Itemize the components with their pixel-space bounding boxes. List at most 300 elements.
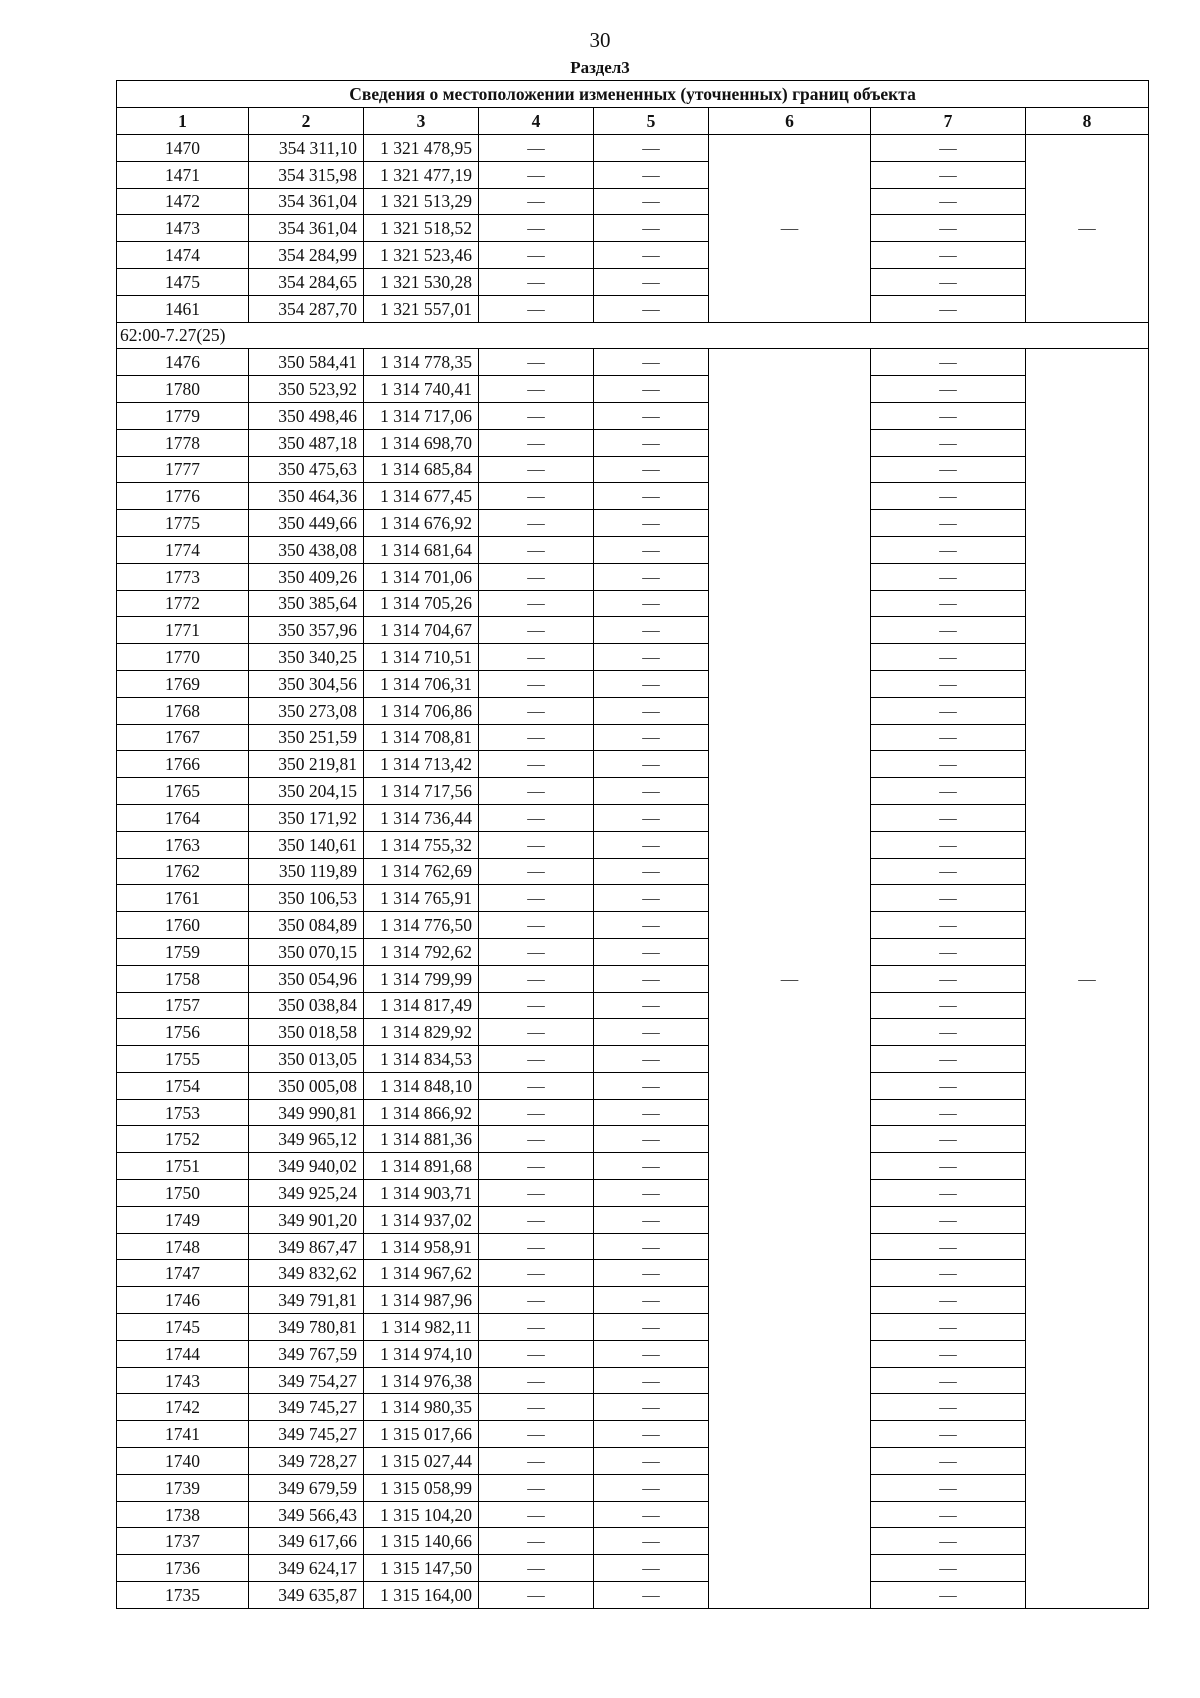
coordinate-y: 1 314 740,41 bbox=[364, 376, 479, 403]
col5-dash: — bbox=[594, 1180, 709, 1207]
col7-dash: — bbox=[871, 751, 1026, 778]
point-number: 1762 bbox=[117, 858, 249, 885]
col5-dash: — bbox=[594, 563, 709, 590]
col5-dash: — bbox=[594, 376, 709, 403]
point-number: 1735 bbox=[117, 1582, 249, 1609]
coordinate-x: 350 005,08 bbox=[249, 1072, 364, 1099]
table-row bbox=[117, 536, 1149, 563]
table-row bbox=[117, 778, 1149, 805]
coordinate-y: 1 314 792,62 bbox=[364, 938, 479, 965]
col5-dash: — bbox=[594, 295, 709, 322]
point-number: 1754 bbox=[117, 1072, 249, 1099]
point-number: 1761 bbox=[117, 885, 249, 912]
table-row bbox=[117, 1394, 1149, 1421]
col5-dash: — bbox=[594, 456, 709, 483]
col4-dash: — bbox=[479, 938, 594, 965]
table-row bbox=[117, 456, 1149, 483]
coordinate-x: 350 498,46 bbox=[249, 402, 364, 429]
point-number: 1742 bbox=[117, 1394, 249, 1421]
coordinate-x: 350 385,64 bbox=[249, 590, 364, 617]
col4-dash: — bbox=[479, 1153, 594, 1180]
col7-dash: — bbox=[871, 992, 1026, 1019]
point-number: 1759 bbox=[117, 938, 249, 965]
col4-dash: — bbox=[479, 912, 594, 939]
col7-dash: — bbox=[871, 376, 1026, 403]
coordinate-x: 350 140,61 bbox=[249, 831, 364, 858]
coordinate-y: 1 314 677,45 bbox=[364, 483, 479, 510]
point-number: 1773 bbox=[117, 563, 249, 590]
col4-dash: — bbox=[479, 295, 594, 322]
coordinate-x: 349 925,24 bbox=[249, 1180, 364, 1207]
col5-dash: — bbox=[594, 804, 709, 831]
point-number: 1743 bbox=[117, 1367, 249, 1394]
col5-dash: — bbox=[594, 1582, 709, 1609]
col4-dash: — bbox=[479, 992, 594, 1019]
coordinate-y: 1 314 834,53 bbox=[364, 1046, 479, 1073]
table-row bbox=[117, 483, 1149, 510]
col4-dash: — bbox=[479, 215, 594, 242]
col6-merged-dash: — bbox=[709, 135, 871, 323]
col4-dash: — bbox=[479, 349, 594, 376]
col5-dash: — bbox=[594, 590, 709, 617]
table-row bbox=[117, 1367, 1149, 1394]
point-number: 1747 bbox=[117, 1260, 249, 1287]
col4-dash: — bbox=[479, 617, 594, 644]
col7-dash: — bbox=[871, 617, 1026, 644]
col4-dash: — bbox=[479, 778, 594, 805]
col5-dash: — bbox=[594, 992, 709, 1019]
point-number: 1760 bbox=[117, 912, 249, 939]
coordinate-x: 349 940,02 bbox=[249, 1153, 364, 1180]
col5-dash: — bbox=[594, 188, 709, 215]
col5-dash: — bbox=[594, 965, 709, 992]
coordinate-y: 1 314 799,99 bbox=[364, 965, 479, 992]
table-row bbox=[117, 590, 1149, 617]
coordinate-x: 349 780,81 bbox=[249, 1314, 364, 1341]
coordinate-x: 350 449,66 bbox=[249, 510, 364, 537]
coordinate-x: 350 357,96 bbox=[249, 617, 364, 644]
table-row bbox=[117, 697, 1149, 724]
coordinate-y: 1 314 705,26 bbox=[364, 590, 479, 617]
point-number: 1748 bbox=[117, 1233, 249, 1260]
table-body bbox=[117, 81, 1149, 1609]
col7-dash: — bbox=[871, 1287, 1026, 1314]
col4-dash: — bbox=[479, 858, 594, 885]
col7-dash: — bbox=[871, 1233, 1026, 1260]
col7-dash: — bbox=[871, 215, 1026, 242]
coordinate-x: 349 745,27 bbox=[249, 1421, 364, 1448]
coordinate-x: 349 745,27 bbox=[249, 1394, 364, 1421]
col4-dash: — bbox=[479, 1260, 594, 1287]
table-row bbox=[117, 1287, 1149, 1314]
table-row bbox=[117, 510, 1149, 537]
point-number: 1476 bbox=[117, 349, 249, 376]
section-title: Раздел3 bbox=[570, 58, 630, 77]
col7-dash: — bbox=[871, 349, 1026, 376]
coordinate-y: 1 314 706,31 bbox=[364, 670, 479, 697]
table-row bbox=[117, 161, 1149, 188]
col4-dash: — bbox=[479, 1099, 594, 1126]
col4-dash: — bbox=[479, 402, 594, 429]
col7-dash: — bbox=[871, 590, 1026, 617]
col7-dash: — bbox=[871, 724, 1026, 751]
coordinate-y: 1 321 513,29 bbox=[364, 188, 479, 215]
point-number: 1470 bbox=[117, 135, 249, 162]
coordinate-x: 350 013,05 bbox=[249, 1046, 364, 1073]
col7-dash: — bbox=[871, 938, 1026, 965]
table-row bbox=[117, 268, 1149, 295]
col7-dash: — bbox=[871, 1099, 1026, 1126]
point-number: 1768 bbox=[117, 697, 249, 724]
table-row bbox=[117, 349, 1149, 376]
col4-dash: — bbox=[479, 1555, 594, 1582]
table-row bbox=[117, 912, 1149, 939]
coordinate-y: 1 314 848,10 bbox=[364, 1072, 479, 1099]
coordinate-y: 1 314 974,10 bbox=[364, 1340, 479, 1367]
col4-dash: — bbox=[479, 1474, 594, 1501]
col7-dash: — bbox=[871, 885, 1026, 912]
coordinate-x: 350 018,58 bbox=[249, 1019, 364, 1046]
coordinate-x: 350 409,26 bbox=[249, 563, 364, 590]
point-number: 1765 bbox=[117, 778, 249, 805]
table-row bbox=[117, 376, 1149, 403]
coordinate-x: 354 315,98 bbox=[249, 161, 364, 188]
point-number: 1471 bbox=[117, 161, 249, 188]
coordinate-x: 354 287,70 bbox=[249, 295, 364, 322]
col5-dash: — bbox=[594, 1206, 709, 1233]
point-number: 1472 bbox=[117, 188, 249, 215]
col5-dash: — bbox=[594, 161, 709, 188]
point-number: 1740 bbox=[117, 1448, 249, 1475]
point-number: 1749 bbox=[117, 1206, 249, 1233]
col7-dash: — bbox=[871, 1474, 1026, 1501]
table-row bbox=[117, 1099, 1149, 1126]
col4-dash: — bbox=[479, 1501, 594, 1528]
point-number: 1751 bbox=[117, 1153, 249, 1180]
point-number: 1475 bbox=[117, 268, 249, 295]
col4-dash: — bbox=[479, 1421, 594, 1448]
coordinate-x: 350 219,81 bbox=[249, 751, 364, 778]
col5-dash: — bbox=[594, 1153, 709, 1180]
coordinate-x: 350 584,41 bbox=[249, 349, 364, 376]
table-row bbox=[117, 242, 1149, 269]
col5-dash: — bbox=[594, 778, 709, 805]
coordinate-y: 1 314 681,64 bbox=[364, 536, 479, 563]
coordinate-y: 1 315 140,66 bbox=[364, 1528, 479, 1555]
col5-dash: — bbox=[594, 1099, 709, 1126]
col4-dash: — bbox=[479, 1528, 594, 1555]
table-row bbox=[117, 938, 1149, 965]
table-row bbox=[117, 670, 1149, 697]
col7-dash: — bbox=[871, 1126, 1026, 1153]
coordinate-x: 350 171,92 bbox=[249, 804, 364, 831]
table-row bbox=[117, 644, 1149, 671]
col7-dash: — bbox=[871, 804, 1026, 831]
table-row bbox=[117, 858, 1149, 885]
coordinate-x: 350 340,25 bbox=[249, 644, 364, 671]
coordinate-y: 1 314 967,62 bbox=[364, 1260, 479, 1287]
coordinate-x: 350 038,84 bbox=[249, 992, 364, 1019]
col4-dash: — bbox=[479, 1287, 594, 1314]
point-number: 1771 bbox=[117, 617, 249, 644]
point-number: 1780 bbox=[117, 376, 249, 403]
coordinate-x: 349 791,81 bbox=[249, 1287, 364, 1314]
col5-dash: — bbox=[594, 1555, 709, 1582]
col7-dash: — bbox=[871, 831, 1026, 858]
coordinate-y: 1 314 976,38 bbox=[364, 1367, 479, 1394]
col4-dash: — bbox=[479, 135, 594, 162]
coordinate-y: 1 314 755,32 bbox=[364, 831, 479, 858]
coordinate-x: 350 523,92 bbox=[249, 376, 364, 403]
col4-dash: — bbox=[479, 510, 594, 537]
col6-merged-dash: — bbox=[709, 349, 871, 1608]
table-row bbox=[117, 1153, 1149, 1180]
col7-dash: — bbox=[871, 510, 1026, 537]
col4-dash: — bbox=[479, 456, 594, 483]
table-row bbox=[117, 617, 1149, 644]
col7-dash: — bbox=[871, 295, 1026, 322]
col4-dash: — bbox=[479, 644, 594, 671]
coordinate-x: 354 284,99 bbox=[249, 242, 364, 269]
coordinate-x: 350 273,08 bbox=[249, 697, 364, 724]
coordinate-x: 349 990,81 bbox=[249, 1099, 364, 1126]
table-row bbox=[117, 1072, 1149, 1099]
coordinate-x: 350 119,89 bbox=[249, 858, 364, 885]
col7-dash: — bbox=[871, 429, 1026, 456]
table-row bbox=[117, 295, 1149, 322]
column-header-6: 6 bbox=[709, 108, 871, 135]
table-row bbox=[117, 885, 1149, 912]
col5-dash: — bbox=[594, 1367, 709, 1394]
col5-dash: — bbox=[594, 215, 709, 242]
coordinate-x: 350 304,56 bbox=[249, 670, 364, 697]
col5-dash: — bbox=[594, 1474, 709, 1501]
column-header-4: 4 bbox=[479, 108, 594, 135]
point-number: 1758 bbox=[117, 965, 249, 992]
col5-dash: — bbox=[594, 1233, 709, 1260]
coordinate-x: 350 054,96 bbox=[249, 965, 364, 992]
coordinate-y: 1 321 523,46 bbox=[364, 242, 479, 269]
coordinate-y: 1 321 478,95 bbox=[364, 135, 479, 162]
coordinate-x: 349 901,20 bbox=[249, 1206, 364, 1233]
point-number: 1770 bbox=[117, 644, 249, 671]
coordinate-x: 349 965,12 bbox=[249, 1126, 364, 1153]
point-number: 1769 bbox=[117, 670, 249, 697]
table-row bbox=[117, 1260, 1149, 1287]
coordinate-y: 1 315 147,50 bbox=[364, 1555, 479, 1582]
coordinate-y: 1 315 017,66 bbox=[364, 1421, 479, 1448]
col5-dash: — bbox=[594, 1046, 709, 1073]
col4-dash: — bbox=[479, 1340, 594, 1367]
col4-dash: — bbox=[479, 697, 594, 724]
col4-dash: — bbox=[479, 429, 594, 456]
col4-dash: — bbox=[479, 161, 594, 188]
table-row bbox=[117, 1019, 1149, 1046]
col5-dash: — bbox=[594, 1072, 709, 1099]
coordinate-y: 1 314 866,92 bbox=[364, 1099, 479, 1126]
point-number: 1778 bbox=[117, 429, 249, 456]
coordinate-y: 1 321 477,19 bbox=[364, 161, 479, 188]
col7-dash: — bbox=[871, 858, 1026, 885]
point-number: 1750 bbox=[117, 1180, 249, 1207]
point-number: 1756 bbox=[117, 1019, 249, 1046]
col7-dash: — bbox=[871, 536, 1026, 563]
col7-dash: — bbox=[871, 965, 1026, 992]
col7-dash: — bbox=[871, 1206, 1026, 1233]
col4-dash: — bbox=[479, 965, 594, 992]
col4-dash: — bbox=[479, 1126, 594, 1153]
coordinate-x: 350 084,89 bbox=[249, 912, 364, 939]
col4-dash: — bbox=[479, 751, 594, 778]
point-number: 1757 bbox=[117, 992, 249, 1019]
table-row bbox=[117, 1126, 1149, 1153]
col4-dash: — bbox=[479, 242, 594, 269]
table-row bbox=[117, 1180, 1149, 1207]
col5-dash: — bbox=[594, 858, 709, 885]
coordinate-y: 1 314 762,69 bbox=[364, 858, 479, 885]
col7-dash: — bbox=[871, 1367, 1026, 1394]
coordinate-x: 350 475,63 bbox=[249, 456, 364, 483]
table-row bbox=[117, 1206, 1149, 1233]
coordinate-x: 350 438,08 bbox=[249, 536, 364, 563]
table-row bbox=[117, 1528, 1149, 1555]
coordinate-y: 1 315 104,20 bbox=[364, 1501, 479, 1528]
col4-dash: — bbox=[479, 268, 594, 295]
coordinate-y: 1 315 164,00 bbox=[364, 1582, 479, 1609]
col5-dash: — bbox=[594, 885, 709, 912]
col7-dash: — bbox=[871, 912, 1026, 939]
col7-dash: — bbox=[871, 1582, 1026, 1609]
col7-dash: — bbox=[871, 1555, 1026, 1582]
col4-dash: — bbox=[479, 536, 594, 563]
col4-dash: — bbox=[479, 885, 594, 912]
table-row bbox=[117, 135, 1149, 162]
coordinate-y: 1 314 676,92 bbox=[364, 510, 479, 537]
col4-dash: — bbox=[479, 1046, 594, 1073]
table-row bbox=[117, 1582, 1149, 1609]
col4-dash: — bbox=[479, 188, 594, 215]
coordinate-x: 349 832,62 bbox=[249, 1260, 364, 1287]
coordinate-x: 349 624,17 bbox=[249, 1555, 364, 1582]
col5-dash: — bbox=[594, 617, 709, 644]
point-number: 1775 bbox=[117, 510, 249, 537]
col5-dash: — bbox=[594, 1448, 709, 1475]
table-row bbox=[117, 804, 1149, 831]
col7-dash: — bbox=[871, 188, 1026, 215]
col4-dash: — bbox=[479, 1394, 594, 1421]
coordinate-y: 1 314 717,06 bbox=[364, 402, 479, 429]
coordinate-x: 349 679,59 bbox=[249, 1474, 364, 1501]
table-row bbox=[117, 1448, 1149, 1475]
col4-dash: — bbox=[479, 1367, 594, 1394]
coordinate-x: 350 204,15 bbox=[249, 778, 364, 805]
coordinate-x: 349 635,87 bbox=[249, 1582, 364, 1609]
coordinate-y: 1 314 891,68 bbox=[364, 1153, 479, 1180]
table-row bbox=[117, 831, 1149, 858]
col5-dash: — bbox=[594, 1260, 709, 1287]
coordinate-y: 1 315 058,99 bbox=[364, 1474, 479, 1501]
group-label: 62:00-7.27(25) bbox=[117, 322, 1149, 349]
table-row bbox=[117, 724, 1149, 751]
col4-dash: — bbox=[479, 1448, 594, 1475]
point-number: 1461 bbox=[117, 295, 249, 322]
point-number: 1738 bbox=[117, 1501, 249, 1528]
col4-dash: — bbox=[479, 831, 594, 858]
coordinate-y: 1 314 881,36 bbox=[364, 1126, 479, 1153]
col5-dash: — bbox=[594, 1314, 709, 1341]
table-row bbox=[117, 1501, 1149, 1528]
col4-dash: — bbox=[479, 563, 594, 590]
coordinate-y: 1 314 717,56 bbox=[364, 778, 479, 805]
col4-dash: — bbox=[479, 1314, 594, 1341]
col4-dash: — bbox=[479, 590, 594, 617]
coordinate-x: 350 487,18 bbox=[249, 429, 364, 456]
coordinate-y: 1 321 518,52 bbox=[364, 215, 479, 242]
table-row bbox=[117, 1474, 1149, 1501]
coordinate-y: 1 314 685,84 bbox=[364, 456, 479, 483]
col4-dash: — bbox=[479, 1233, 594, 1260]
col5-dash: — bbox=[594, 644, 709, 671]
table-caption: Сведения о местоположении измененных (уточненных) границ объекта bbox=[117, 81, 1149, 108]
col5-dash: — bbox=[594, 242, 709, 269]
coordinate-x: 354 361,04 bbox=[249, 215, 364, 242]
table-row bbox=[117, 1555, 1149, 1582]
col7-dash: — bbox=[871, 1528, 1026, 1555]
col4-dash: — bbox=[479, 724, 594, 751]
coordinate-x: 349 728,27 bbox=[249, 1448, 364, 1475]
coordinate-y: 1 314 736,44 bbox=[364, 804, 479, 831]
coordinate-x: 349 754,27 bbox=[249, 1367, 364, 1394]
col7-dash: — bbox=[871, 1448, 1026, 1475]
col7-dash: — bbox=[871, 1072, 1026, 1099]
col4-dash: — bbox=[479, 483, 594, 510]
col7-dash: — bbox=[871, 242, 1026, 269]
point-number: 1763 bbox=[117, 831, 249, 858]
coordinate-y: 1 314 765,91 bbox=[364, 885, 479, 912]
point-number: 1746 bbox=[117, 1287, 249, 1314]
table-row bbox=[117, 188, 1149, 215]
point-number: 1736 bbox=[117, 1555, 249, 1582]
coordinate-y: 1 314 958,91 bbox=[364, 1233, 479, 1260]
table-row bbox=[117, 563, 1149, 590]
col7-dash: — bbox=[871, 1019, 1026, 1046]
col7-dash: — bbox=[871, 697, 1026, 724]
col5-dash: — bbox=[594, 670, 709, 697]
point-number: 1776 bbox=[117, 483, 249, 510]
col5-dash: — bbox=[594, 268, 709, 295]
table-row bbox=[117, 402, 1149, 429]
point-number: 1764 bbox=[117, 804, 249, 831]
col5-dash: — bbox=[594, 429, 709, 456]
coordinate-y: 1 314 817,49 bbox=[364, 992, 479, 1019]
column-header-2: 2 bbox=[249, 108, 364, 135]
col5-dash: — bbox=[594, 1340, 709, 1367]
col4-dash: — bbox=[479, 1019, 594, 1046]
coordinate-y: 1 314 706,86 bbox=[364, 697, 479, 724]
coordinate-y: 1 314 987,96 bbox=[364, 1287, 479, 1314]
point-number: 1474 bbox=[117, 242, 249, 269]
col5-dash: — bbox=[594, 483, 709, 510]
table-row bbox=[117, 751, 1149, 778]
group-label-row bbox=[117, 322, 1149, 349]
column-header-3: 3 bbox=[364, 108, 479, 135]
col8-merged-dash: — bbox=[1026, 349, 1149, 1608]
col7-dash: — bbox=[871, 1394, 1026, 1421]
col7-dash: — bbox=[871, 161, 1026, 188]
col5-dash: — bbox=[594, 349, 709, 376]
col7-dash: — bbox=[871, 1046, 1026, 1073]
point-number: 1737 bbox=[117, 1528, 249, 1555]
